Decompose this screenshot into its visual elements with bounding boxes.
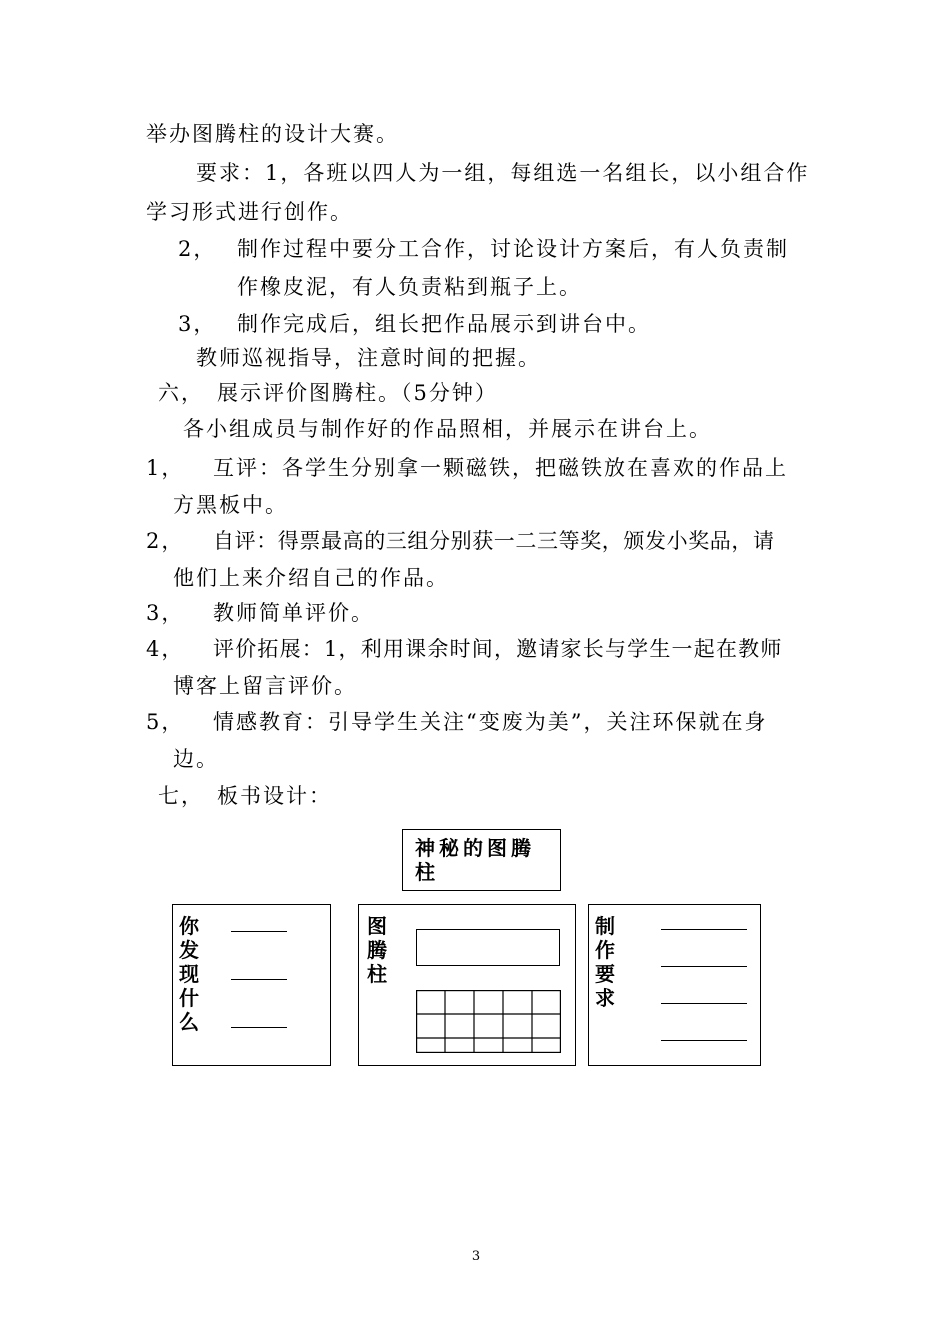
list-number: 1，	[146, 456, 185, 480]
picture-frame	[416, 929, 560, 966]
section-number: 六，	[158, 381, 204, 405]
board-right-box	[588, 904, 761, 1066]
text-line: 他们上来介绍自己的作品。	[173, 566, 449, 590]
list-number: 5，	[146, 710, 185, 734]
text-line: 学习形式进行创作。	[146, 200, 353, 224]
section-number: 七，	[158, 784, 204, 808]
section-heading: 展示评价图腾柱。（5分钟）	[217, 381, 498, 405]
list-number: 4，	[146, 637, 185, 661]
section-heading: 板书设计：	[217, 784, 332, 808]
text-line: 制作过程中要分工合作，讨论设计方案后，有人负责制	[237, 237, 789, 261]
text-line: 教师简单评价。	[213, 601, 374, 625]
text-line: 情感教育：引导学生关注“变废为美”，关注环保就在身	[213, 710, 768, 734]
text-line: 互评：各学生分别拿一颗磁铁，把磁铁放在喜欢的作品上	[213, 456, 788, 480]
answer-blank	[231, 931, 287, 932]
grid-table	[416, 990, 561, 1053]
board-middle-label: 图腾柱	[367, 914, 387, 986]
list-number: 2，	[178, 237, 217, 261]
board-title: 神秘的图腾柱	[415, 836, 535, 884]
text-line: 作橡皮泥，有人负责粘到瓶子上。	[237, 275, 582, 299]
text-line: 边。	[173, 747, 219, 771]
answer-blank	[661, 929, 747, 930]
board-left-label: 你发现什么	[179, 914, 199, 1034]
answer-blank	[231, 979, 287, 980]
text-line: 举办图腾柱的设计大赛。	[146, 122, 399, 146]
answer-blank	[661, 1003, 747, 1004]
list-number: 3，	[146, 601, 185, 625]
answer-blank	[661, 1040, 747, 1041]
board-right-label: 制作要求	[595, 914, 615, 1010]
page-number: 3	[471, 1249, 481, 1264]
text-line: 方黑板中。	[173, 493, 288, 517]
text-line: 自评：得票最高的三组分别获一二三等奖，颁发小奖品，请	[213, 529, 775, 553]
text-line: 各小组成员与制作好的作品照相，并展示在讲台上。	[183, 417, 712, 441]
text-line: 教师巡视指导，注意时间的把握。	[196, 346, 541, 370]
text-line: 制作完成后，组长把作品展示到讲台中。	[237, 312, 651, 336]
board-left-box	[172, 904, 331, 1066]
answer-blank	[661, 966, 747, 967]
board-middle-box	[358, 904, 576, 1066]
text-line: 博客上留言评价。	[173, 674, 357, 698]
text-line: 要求：1，各班以四人为一组，每组选一名组长，以小组合作	[196, 161, 810, 185]
list-number: 3，	[178, 312, 217, 336]
board-title-box	[402, 829, 561, 891]
answer-blank	[231, 1027, 287, 1028]
text-line: 评价拓展：1，利用课余时间，邀请家长与学生一起在教师	[213, 637, 783, 661]
list-number: 2，	[146, 529, 185, 553]
